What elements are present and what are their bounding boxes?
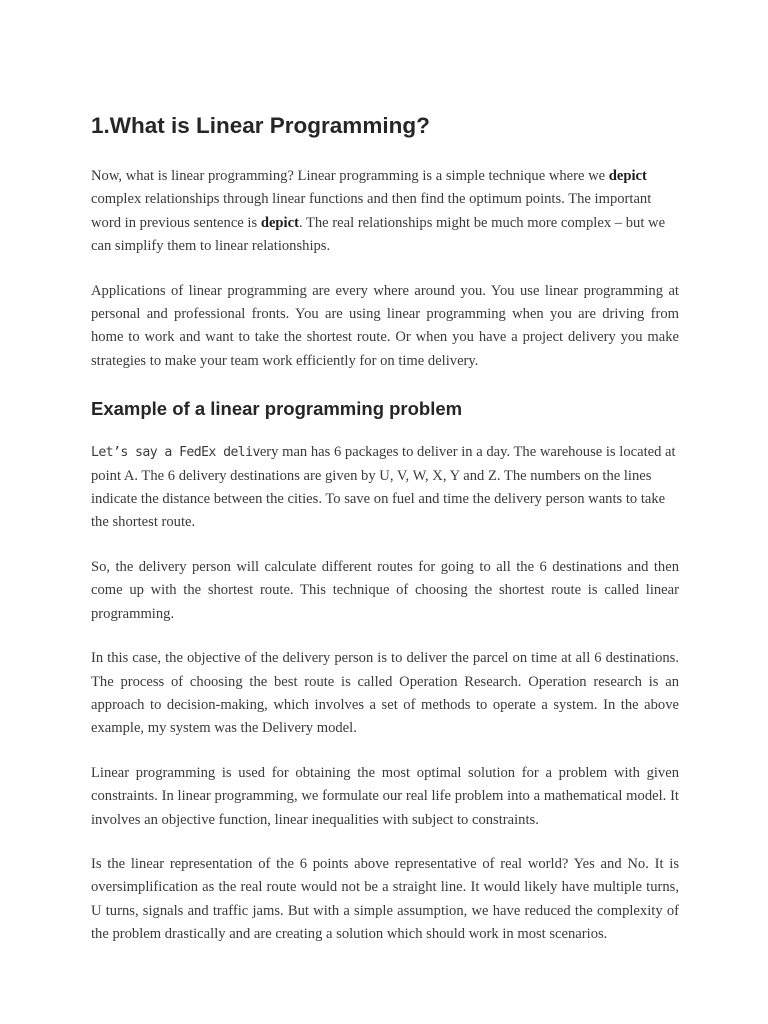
operation-research-paragraph: In this case, the objective of the delivery person is to deliver the parcel on time at all 6 destinations. The process of choosing the best route is called Operation Research. Operation research is an approach to decision-making, which involves a set of methods to operate a system. In the above example, my system was the Delivery model. [91,650,679,737]
real-world-paragraph: Is the linear representation of the 6 points above representative of real world? Yes and No. It is oversimplification as the real route would not be a straight line. It would likely have multiple turns, U turns, signals and traffic jams. But with a simple assumption, we have reduced the complexity of the problem drastically and are creating a solution which should work in most scenarios. [91,855,679,943]
shortest-route-paragraph: So, the delivery person will calculate different routes for going to all the 6 destinations and then come up with the shortest route. This technique of choosing the shortest route is called linear programming. [91,558,679,622]
fedex-text-rest: ery man has 6 packages to deliver in a day. The warehouse is located at point A. The 6 delivery destinations are given by U, V, W, X, Y and Z. The numbers on the lines indicate the distance between the cities. To save on fuel and time the delivery person wants to take the shortest route. [91,444,676,531]
fedex-paragraph [91,441,679,535]
intro-text-start: Now, what is linear programming? Linear programming is a simple technique where we [91,168,609,184]
intro-text-middle: complex relationships through linear functions and then find the optimum points. The important word in previous sentence is [91,191,652,231]
intro-text-end: . The real relationships might be much more complex – but we can simplify them to linear relationships. [91,214,666,255]
intro-paragraph [91,165,679,259]
section-heading-what-is-lp: 1.What is Linear Programming? [91,113,430,138]
document-page [91,108,679,968]
bold-word-depict-second: depict [260,214,299,231]
section-heading-example: Example of a linear programming problem [91,398,463,420]
bold-word-depict: depict [608,168,647,184]
optimal-solution-paragraph: Linear programming is used for obtaining the most optimal solution for a problem with given constraints. In linear programming, we formulate our real life problem into a mathematical model. It involves an objective function, linear inequalities with subject to constraints. [91,764,679,828]
fedex-text-mono: Let’s say a FedEx deliv [91,445,260,461]
applications-paragraph: Applications of linear programming are every where around you. You use linear programming at personal and professional fronts. You are using linear programming when you are driving from home to work and want to take the shortest route. Or when you have a project delivery you make strategies to make your team work efficiently for on time delivery. [91,282,679,369]
